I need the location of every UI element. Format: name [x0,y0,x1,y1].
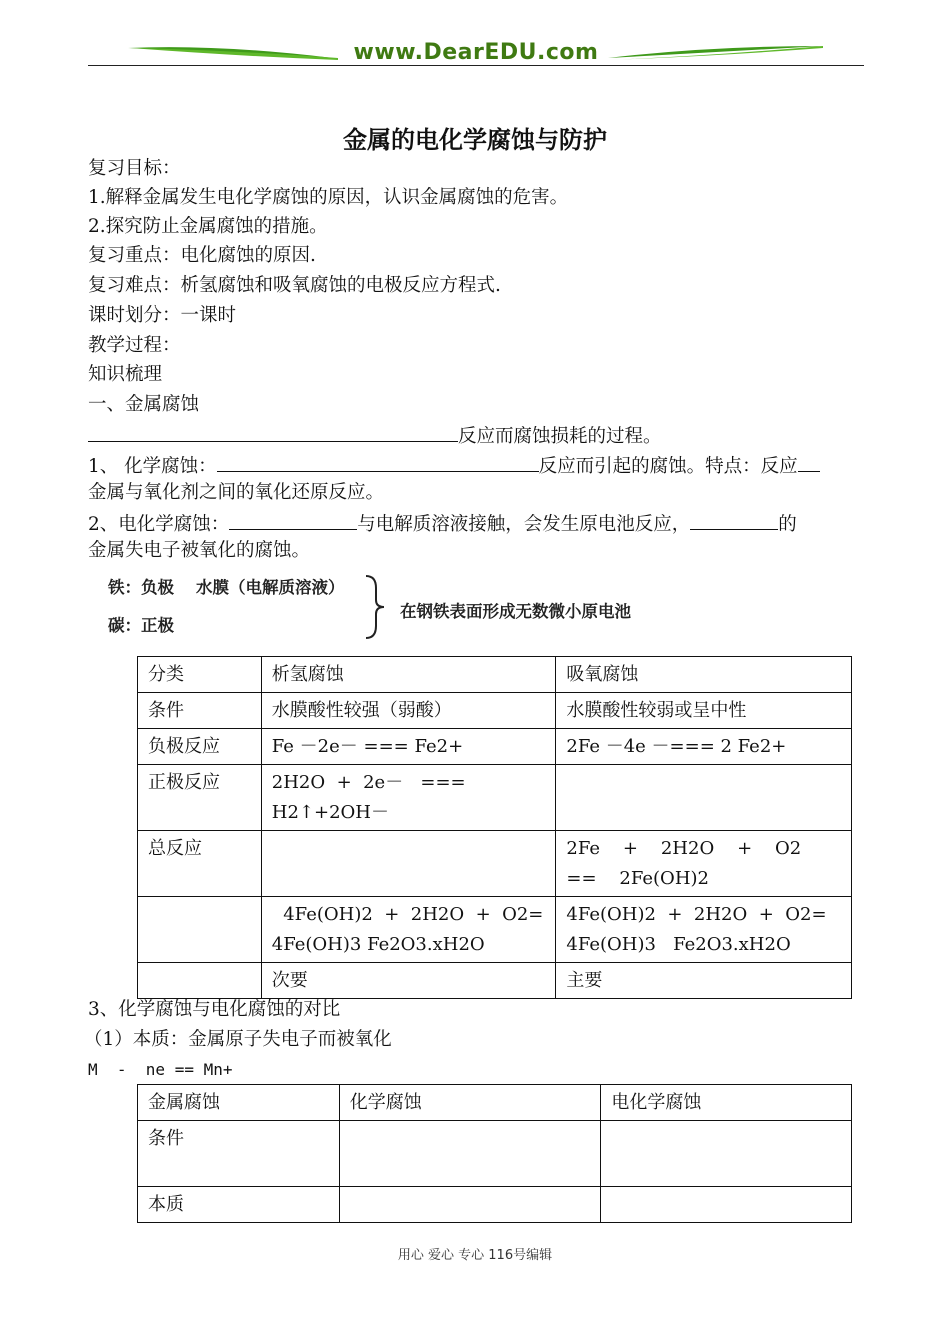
table-cell: 4Fe(OH)2 + 2H2O + O2= 4Fe(OH)3 Fe2O3.xH2O [261,897,556,963]
table-cell: 次要 [261,963,556,999]
table-row [138,1121,852,1187]
electrochemical-label: 2、电化学腐蚀： [88,514,230,535]
table-row [138,657,852,693]
table-cell: 2Fe －4e －=== 2 Fe2+ [556,729,852,765]
class-hours: 课时划分：一课时 [88,305,237,326]
page-footer: 用心 爱心 专心 116号编辑 [397,1248,553,1263]
section-1-heading: 一、金属腐蚀 [88,394,200,415]
electrochemical-text-end: 的 [778,514,797,535]
table-row [138,729,852,765]
table-cell: 水膜酸性较弱或呈中性 [556,693,852,729]
chemical-corrosion-text: 反应而引起的腐蚀。特点：反应 [538,456,798,477]
definition-text: 反应而腐蚀损耗的过程。 [458,426,662,447]
table-cell: 主要 [556,963,852,999]
table-cell: 水膜酸性较强（弱酸） [261,693,556,729]
table-row [138,1187,852,1223]
corrosion-type-table [137,656,852,999]
table-cell: 化学腐蚀 [339,1085,601,1121]
fill-blank[interactable] [798,453,820,472]
table-cell: 2H2O + 2e－ === H2↑+2OH－ [261,765,556,831]
chemical-corrosion-label: 1、 化学腐蚀： [88,456,217,477]
comparison-table [137,1084,852,1223]
table-row [138,765,852,831]
teaching-process: 教学过程： [88,335,181,356]
fill-blank[interactable] [229,511,357,530]
fill-blank[interactable] [88,423,458,442]
definition-line [88,423,662,448]
knowledge-summary: 知识梳理 [88,364,163,385]
brace-icon [362,574,386,640]
table-row [138,693,852,729]
water-film-label: 水膜（电解质溶液） [196,578,345,597]
table-cell [556,765,852,831]
table-cell: 正极反应 [138,765,262,831]
table-cell: 总反应 [138,831,262,897]
electrochemical-corrosion-line [88,511,797,536]
table-row [138,1085,852,1121]
result-label: 在钢铁表面形成无数微小原电池 [400,602,631,621]
electrochemical-text: 与电解质溶液接触，会发生原电池反应， [357,514,691,535]
chemical-corrosion-line-2: 金属与氧化剂之间的氧化还原反应。 [88,482,385,503]
table-cell: 金属腐蚀 [138,1085,340,1121]
battery-diagram [100,568,700,648]
key-point: 复习重点：电化腐蚀的原因. [88,245,316,266]
table-row [138,897,852,963]
table-cell [339,1121,601,1187]
table-cell: 分类 [138,657,262,693]
chemical-corrosion-line [88,453,820,478]
table-cell: 条件 [138,1121,340,1187]
table-cell: 条件 [138,693,262,729]
section-3-heading: 3、化学腐蚀与电化腐蚀的对比 [88,999,341,1020]
table-cell [339,1187,601,1223]
oxidation-equation: M - ne == Mn+ [88,1060,233,1079]
table-cell: 电化学腐蚀 [601,1085,852,1121]
table-cell: 负极反应 [138,729,262,765]
table-cell: 4Fe(OH)2 + 2H2O + O2= 4Fe(OH)3 Fe2O3.xH2O [556,897,852,963]
review-goals-heading: 复习目标： [88,158,181,179]
table-cell: 吸氧腐蚀 [556,657,852,693]
table-cell: 本质 [138,1187,340,1223]
table-cell: 2Fe + 2H2O + O2 == 2Fe(OH)2 [556,831,852,897]
difficulty: 复习难点：析氢腐蚀和吸氧腐蚀的电极反应方程式. [88,275,501,296]
goal-2: 2.探究防止金属腐蚀的措施。 [88,216,328,237]
table-cell: 析氢腐蚀 [261,657,556,693]
iron-label: 铁：负极 [108,578,174,597]
carbon-label: 碳：正极 [108,616,174,635]
fill-blank[interactable] [690,511,778,530]
fill-blank[interactable] [217,453,539,472]
header-rule [88,65,864,66]
electrochemical-line-2: 金属失电子被氧化的腐蚀。 [88,540,311,561]
table-cell [138,897,262,963]
page-title: 金属的电化学腐蚀与防护 [343,126,607,154]
site-name[interactable]: www.DearEDU.com [353,40,599,65]
section-3-1: （1）本质：金属原子失电子而被氧化 [84,1029,392,1050]
table-cell [138,963,262,999]
table-row [138,963,852,999]
table-cell [601,1187,852,1223]
table-cell [601,1121,852,1187]
table-cell [261,831,556,897]
table-cell: Fe －2e－ === Fe2+ [261,729,556,765]
goal-1: 1.解释金属发生电化学腐蚀的原因，认识金属腐蚀的危害。 [88,187,569,208]
table-row [138,831,852,897]
